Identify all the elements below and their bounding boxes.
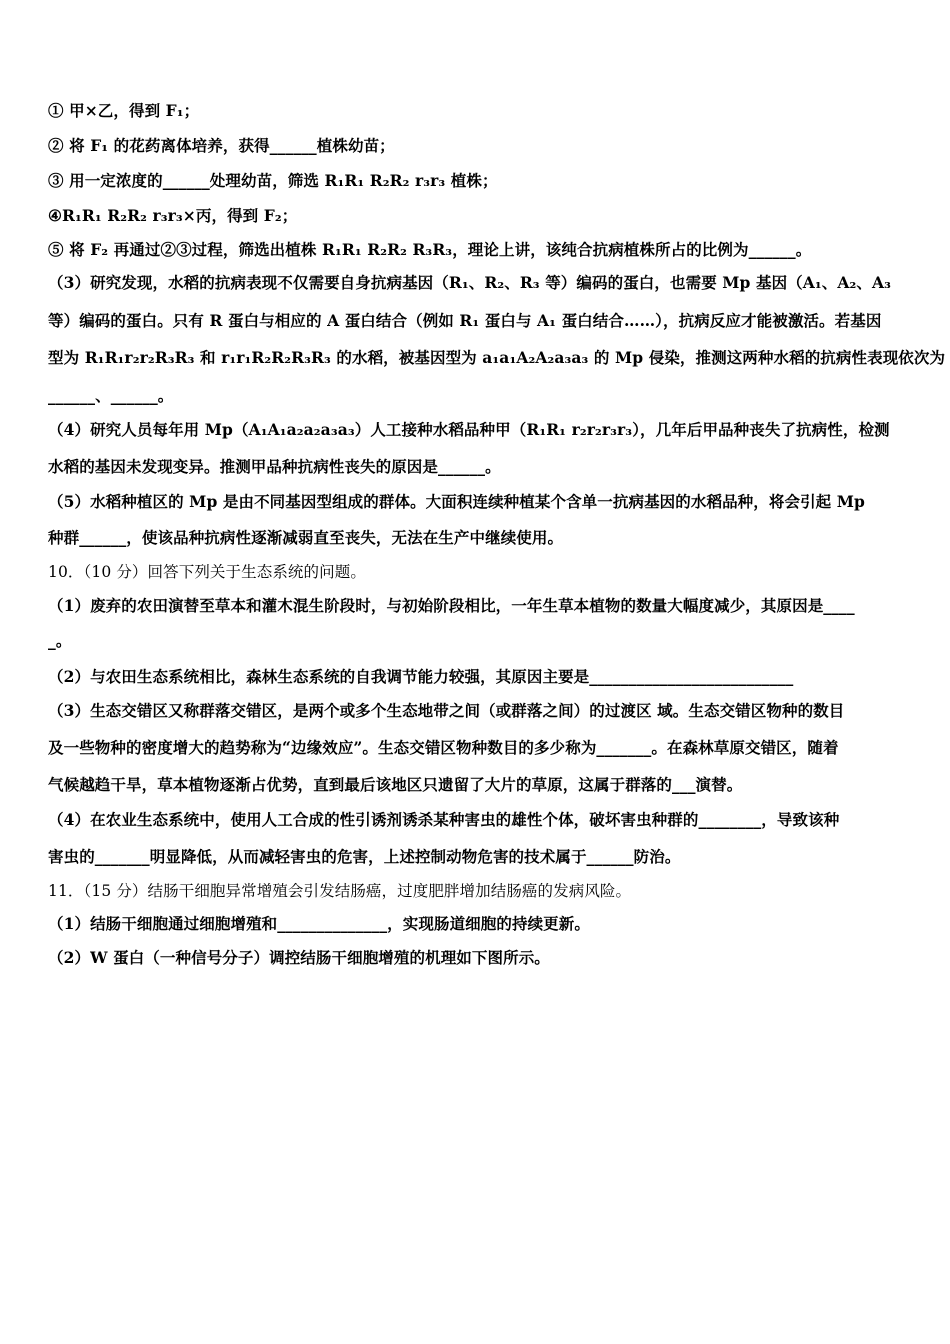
question-10-4-line-1: （4）在农业生态系统中，使用人工合成的性引诱剂诱杀某种害虫的雄性个体，破坏害虫种群的________，导致该种 (48, 810, 840, 829)
question-10-4-line-2: 害虫的_______明显降低，从而减轻害虫的危害，上述控制动物危害的技术属于______防治。 (48, 847, 681, 866)
step-3: ③ 用一定浓度的______处理幼苗，筛选 R₁R₁ R₂R₂ r₃r₃ 植株； (48, 171, 498, 190)
step-4: ④R₁R₁ R₂R₂ r₃r₃×丙，得到 F₂； (48, 206, 298, 225)
question-10-3-line-2: 及一些物种的密度增大的趋势称为“边缘效应”。生态交错区物种数目的多少称为_______。在森林草原交错区，随着 (48, 738, 839, 757)
question-10-header: 10．（10 分）回答下列关于生态系统的问题。 (48, 563, 366, 581)
question-9-3-line-4: ______、______。 (48, 386, 174, 405)
question-9-4-line-1: （4）研究人员每年用 Mp（A₁A₁a₂a₂a₃a₃）人工接种水稻品种甲（R₁R₁ r₂r₂r₃r₃），几年后甲品种丧失了抗病性，检测 (48, 420, 890, 439)
question-9-4-line-2: 水稻的基因未发现变异。推测甲品种抗病性丧失的原因是______。 (48, 457, 501, 476)
question-11-1: （1）结肠干细胞通过细胞增殖和______________，实现肠道细胞的持续更新。 (48, 914, 590, 933)
question-9-5-line-2: 种群______，使该品种抗病性逐渐减弱直至丧失，无法在生产中继续使用。 (48, 528, 564, 547)
question-10-3-line-1: （3）生态交错区又称群落交错区，是两个或多个生态地带之间（或群落之间）的过渡区 域。生态交错区物种的数目 (48, 701, 845, 720)
step-2: ② 将 F₁ 的花药离体培养，获得______植株幼苗； (48, 136, 395, 155)
question-10-1-line-2: _。 (48, 631, 72, 650)
question-9-5-line-1: （5）水稻种植区的 Mp 是由不同基因型组成的群体。大面积连续种植某个含单一抗病基因的水稻品种，将会引起 Mp (48, 492, 865, 511)
question-9-3-line-1: （3）研究发现，水稻的抗病表现不仅需要自身抗病基因（R₁、R₂、R₃ 等）编码的蛋白，也需要 Mp 基因（A₁、A₂、A₃ (48, 273, 892, 292)
question-9-3-line-3: 型为 R₁R₁r₂r₂R₃R₃ 和 r₁r₁R₂R₂R₃R₃ 的水稻，被基因型为 a₁a₁A₂A₂a₃a₃ 的 Mp 侵染，推测这两种水稻的抗病性表现依次为 (48, 348, 946, 367)
question-10-1-line-1: （1）废弃的农田演替至草本和灌木混生阶段时，与初始阶段相比，一年生草本植物的数量大幅度减少，其原因是____ (48, 596, 855, 615)
question-10-3-line-3: 气候越趋干旱，草本植物逐渐占优势，直到最后该地区只遗留了大片的草原，这属于群落的___演替。 (48, 775, 743, 794)
question-10-2: （2）与农田生态系统相比，森林生态系统的自我调节能力较强，其原因主要是__________________________ (48, 667, 794, 686)
question-11-2: （2）W 蛋白（一种信号分子）调控结肠干细胞增殖的机理如下图所示。 (48, 948, 550, 967)
step-5: ⑤ 将 F₂ 再通过②③过程，筛选出植株 R₁R₁ R₂R₂ R₃R₃，理论上讲，该纯合抗病植株所占的比例为______。 (48, 240, 812, 259)
question-9-3-line-2: 等）编码的蛋白。只有 R 蛋白与相应的 A 蛋白结合（例如 R₁ 蛋白与 A₁ 蛋白结合……），抗病反应才能被激活。若基因 (48, 311, 882, 330)
question-11-header: 11．（15 分）结肠干细胞异常增殖会引发结肠癌，过度肥胖增加结肠癌的发病风险。 (48, 882, 632, 900)
step-1: ① 甲×乙，得到 F₁； (48, 101, 200, 120)
